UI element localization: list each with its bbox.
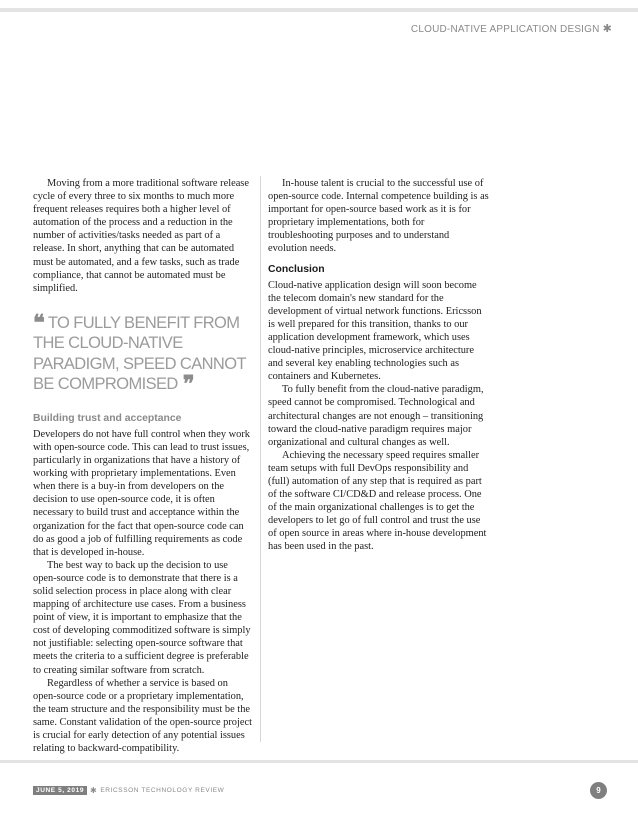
section-heading: Building trust and acceptance [33, 412, 182, 424]
footer-rule [0, 760, 638, 763]
page-number: 9 [590, 782, 607, 799]
body-paragraph: Cloud-native application design will soon become the telecom domain's new standard for the development of virtual network functions. Ericsson is well prepared for this transition, thanks to our application development framework, which uses cloud-native principles, microservice architecture and several key enabling technologies such as containers and Kubernetes. [268, 279, 482, 383]
running-header-text: CLOUD-NATIVE APPLICATION DESIGN [410, 24, 600, 35]
section-heading: Conclusion [268, 263, 325, 275]
asterisk-icon: ✱ [90, 786, 98, 795]
running-header [411, 22, 612, 35]
body-paragraph: Moving from a more traditional software release cycle of every three to six months to much more frequent releases requires both a higher level of automation of the process and a reduction in the number of activities/tasks needed as part of a release. In short, anything that can be automated must be automated, and a few tasks, such as trade compliance, that cannot be automated must be simplified. [33, 178, 249, 294]
body-paragraph: To fully benefit from the cloud-native paradigm, speed cannot be compromised. Technological and architectural changes are not enough – transitioning toward the cloud-native paradigm requires major organizational and cultural changes as well. [268, 384, 484, 448]
page-footer [33, 786, 224, 795]
issue-date: JUNE 5, 2019 [33, 786, 87, 795]
right-column [268, 177, 490, 554]
header-rule [0, 8, 638, 12]
left-column [33, 177, 252, 755]
column-divider [260, 176, 261, 742]
pull-quote [33, 309, 252, 398]
publication-name: ERICSSON TECHNOLOGY REVIEW [100, 787, 225, 794]
body-paragraph: The best way to back up the decision to use open-source code is to demonstrate that there is a solid selection process in place along with clear mapping of architecture use cases. From a business point of view, it is important to emphasize that the cost of developing commoditized software is simply not justifiable: selecting open-source software that meets the criteria to a sufficient degree is preferable to creating similar software from scratch. [33, 559, 251, 676]
open-quote-icon: ❝ [33, 309, 43, 336]
body-paragraph: Regardless of whether a service is based on open-source code or a proprietary implementation, the team structure and the responsibility must be the same. Constant validation of the open-source project is crucial for early detection of any potential issues relating to backward-compatibility. [33, 677, 253, 755]
body-paragraph: In-house talent is crucial to the successful use of open-source code. Internal competence building is as important for open-source based work as it is for proprietary implementations, both for troubleshooting purposes and to understand evolution needs. [268, 178, 489, 255]
close-quote-icon: ❞ [182, 371, 193, 398]
pull-quote-text: TO FULLY BENEFIT FROM THE CLOUD-NATIVE PARADIGM, SPEED CANNOT BE COMPROMISED [33, 313, 246, 394]
body-paragraph: Achieving the necessary speed requires smaller team setups with full DevOps responsibility and (full) automation of any step that is required as part of the software CI/CD&D and release process. One of the main organizational challenges is to get the developers to let go of full control and trust the use of open source in areas where in-house development has been used in the past. [268, 449, 487, 553]
asterisk-icon: ✱ [602, 23, 612, 35]
body-paragraph: Developers do not have full control when they work with open-source code. This can lead to trust issues, particularly in organizations that have a history of working with proprietary implementations. Even when there is a buy-in from developers on the decision to use open-source code, it is often necessary to build trust and acceptance within the organization for the fact that open-source code can do as good a job of fulfilling requirements as code that is developed in-house. [33, 428, 250, 558]
